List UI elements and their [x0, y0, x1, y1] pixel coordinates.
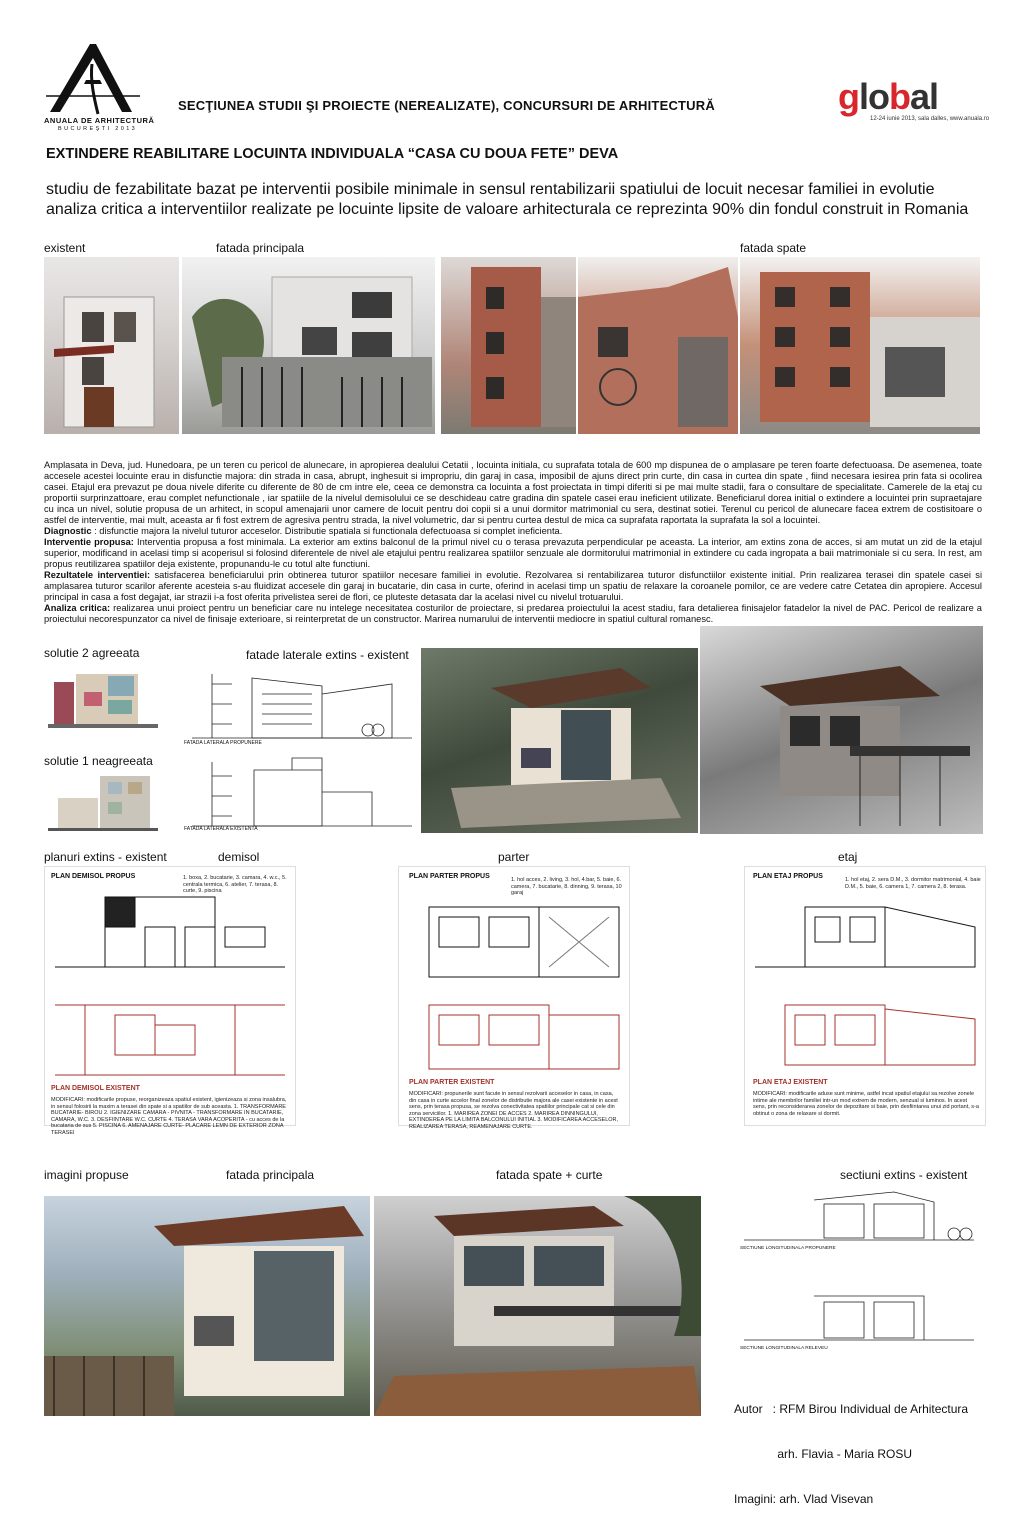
plan-demisol-existent-title: PLAN DEMISOL EXISTENT [51, 1085, 140, 1092]
label-fatade-laterale: fatade laterale extins - existent [246, 648, 409, 662]
fatada-laterala-existenta [172, 752, 417, 836]
subtitle-line-2: analiza critica a interventiilor realizate pe locuinte lipsite de valoare arhitecturala ce reprezinta 90% din fondul construit in Romania [46, 201, 969, 218]
plan-demisol-propus-title: PLAN DEMISOL PROPUS [51, 873, 136, 880]
label-imagini-propuse: imagini propuse [44, 1168, 129, 1182]
label-demisol: demisol [218, 850, 260, 864]
sectiuni-drawings [734, 1190, 984, 1370]
plan-parter [398, 866, 630, 1130]
analiza-text: realizarea unui proiect pentru un beneficiar care nu intelege necesitatea costurilor de proiectare, si predarea proiectului la acest stadiu, fara detalierea finisajelor fatadelor la nivel de PAC. Pericol de realizare a proiectului necorespunzator ca nivel de finisaje exterioare, si reinterpretat de un constructor. Marirea numarului de interventii mediocre in spatiul cultural romanesc. [44, 603, 982, 624]
credits-author: Autor : RFM Birou Individual de Arhitectura [734, 1402, 969, 1416]
label-planuri: planuri extins - existent [44, 850, 167, 864]
rezultate-text: satisfacerea beneficiarului prin obtinerea tuturor spatiilor necesare familiei in evolutie. Rezolvarea si rentabilizarea tuturor disfunctiilor existente initial. Prin realizarea terasei din spatele casei si amplasarea tuturor scarilor aferente acesteia s-au fluidizat accesele din garaj in bucatarie, din casa in curte, oferind in acelasi timp un spatiu de relaxare la coroanele pomilor, ce are vedere catre Cetatea din apropiere. Accesul principal in casa a fost degajat, iar strazii i-a fost oferita privelistea serei de flori, ce pluteste detasata dar la acelasi nivel cu nivelul trotuarului. [44, 570, 983, 602]
diagnostic-label: Diagnostic [44, 526, 92, 536]
photo-fatada-spate-3 [740, 257, 980, 434]
interventie-text: Interventia propusa a fost minimala. La exterior am extins balconul de la primul nivel cu o terasa prevazuta perpendicular pe aceasta. La interior, am extins zona de acces, si am mutat un zid de la etajul superior, modificand in acelasi timp si acoperisul si folosind diferentele de nivel ale etajului pentru realizarea spatiilor senzuale ale dormitorului matrimonial in extindere cu cada ingropata a baii matrimoniale si cu sera. In rest, am propus reutilizarea spatiilor deja existente, propunandu-le cu totul alte functiuni. [44, 537, 982, 569]
credits [734, 1372, 968, 1522]
solutie-1-render [48, 772, 158, 832]
label-existent: existent [44, 241, 86, 255]
plan-demisol-notes: MODIFICARI: modificarile propuse, reorganizeaza spatiul existent, igienizeaza si zona insalubra, in sensul folosirii la maxim a terasei din spate si a spatiilor de sub aceasta. 1. TRANSFORMARE BUCATARIE- BIROU 2. IGIENIZARE CAMARA - PIVNITA - TRANSFORMARE IN BUCATARIE, CAMARA, W.C. 3. DESFIINTARE W.C. CURTE 4. TERASA VARA ACOPERITA - cu acces de la bucataria de sus 5. PISCINA 6. AMENAJARE CURTE- PLACARE LEMN DE EXTERIOR ZONA TERASEI [51, 1097, 287, 1136]
interventie-label: Interventie propusa: [44, 537, 134, 547]
anuala-logo-text: ANUALA DE ARHITECTURĂ [44, 116, 155, 125]
diagnostic-paragraph [44, 526, 982, 537]
label-fatada-spate: fatada spate [740, 241, 807, 255]
lat-exist-caption: FATADA LATERALA EXISTENTA [184, 826, 258, 832]
rezultate-paragraph [44, 570, 982, 603]
page-title: EXTINDERE REABILITARE LOCUINTA INDIVIDUALA “CASA CU DOUA FETE” DEVA [46, 146, 619, 162]
plan-demisol-legend: 1. boxa, 2. bucatarie, 3. camara, 4. w.c., 5. centrala termica, 6. atelier, 7. terasa, 8. curte, 9. piscina [183, 875, 287, 894]
global-logo-word: global [838, 76, 939, 117]
render-fatada-spate-curte [374, 1196, 701, 1416]
plan-parter-propus-title: PLAN PARTER PROPUS [409, 873, 490, 880]
label-solutie-1: solutie 1 neagreeata [44, 754, 153, 768]
plan-etaj-legend: 1. hol etaj, 2. sera D.M., 3. dormitor matrimonial, 4. baie D.M., 5. baie, 6. camera 1, 7. camera 2, 8. terasa. [845, 877, 981, 890]
fatada-laterala-propunere [172, 664, 417, 748]
analiza-paragraph [44, 603, 982, 625]
label-solutie-2: solutie 2 agreeata [44, 646, 140, 660]
photo-fatada-spate-2 [578, 257, 738, 434]
diagnostic-text: : disfunctie majora la nivelul tuturor acceselor. Distributie spatiala si functionala defectuoasa si complet ineficienta. [91, 526, 563, 536]
label-sectiuni: sectiuni extins - existent [840, 1168, 968, 1182]
label-fatada-principala: fatada principala [216, 241, 305, 255]
section-header: SECŢIUNEA STUDII ŞI PROIECTE (NEREALIZATE), CONCURSURI DE ARHITECTURĂ [178, 98, 715, 113]
plan-parter-existent-title: PLAN PARTER EXISTENT [409, 1079, 495, 1086]
description-text [44, 460, 982, 625]
plan-parter-notes: MODIFICARI: propunerile sunt facute in sensul rezolvarii acceselor in casa, in casa, din casa in curte accelor final zonelor de distributie majora ale casei existente in acest sens, prin terasa propusa, se rezolva conectivitatea spatiilor principale cat si cele din zona serviciilor. 1. MARIREA ZONEI DE ACCES 2. MARIREA DINNINGULUI, EXTINDEREA PE LA LIMITA BALCONULUI INITIAL 3. MODIFICAREA ACCESELOR, REALIZAREA TERASA, REAMENAJARE CURTE. [409, 1091, 619, 1130]
plan-parter-legend: 1. hol acces, 2. living, 3. hol, 4.bar, 5. baie, 6. camera, 7. bucatarie, 8. dinning, 9. terasa, 10 garaj [511, 877, 622, 896]
sect-prop-caption: SECTIUNE LONGITUDINALA PROPUNERE [740, 1246, 836, 1251]
render-3d-front [421, 648, 698, 833]
label-parter: parter [498, 850, 530, 864]
interventie-paragraph [44, 537, 982, 570]
plan-etaj-propus-title: PLAN ETAJ PROPUS [753, 873, 823, 880]
anuala-logo [40, 40, 155, 140]
subtitle [46, 180, 968, 220]
global-logo-sub: 12-24 iunie 2013, sala dalles, www.anuala.ro [870, 116, 990, 122]
render-fatada-principala [44, 1196, 370, 1416]
plan-etaj [744, 866, 986, 1126]
plan-etaj-existent-title: PLAN ETAJ EXISTENT [753, 1079, 828, 1086]
label-fatada-principala-2: fatada principala [226, 1168, 315, 1182]
solutie-2-render [48, 668, 158, 738]
rezultate-label: Rezultatele interventiei: [44, 570, 151, 580]
photo-existent-facade [44, 257, 179, 434]
credits-images: Imagini: arh. Vlad Visevan [734, 1492, 874, 1506]
subtitle-line-1: studiu de fezabilitate bazat pe interventii posibile minimale in sensul rentabilizarii spatiului de locuit necesar familiei in evolutie [46, 181, 935, 198]
plan-etaj-notes: MODIFICARI: modificarile aduse sunt minime, astfel incat spatiul etajului sa rezolve zonele intime ale membrilor familiei intr-un mod extrem de modern, senzual si luminos. In acest sens, prin reconsiderarea zonelor de depozitare si baie, prin desfiintarea unui zid portant, s-a obtinut o zona de relaxare si dormit. [753, 1091, 979, 1117]
photo-fatada-principala [182, 257, 435, 434]
plan-demisol [44, 866, 296, 1136]
analiza-label: Analiza critica: [44, 603, 111, 613]
lat-prop-caption: FATADA LATERALA PROPUNERE [184, 740, 262, 746]
label-etaj: etaj [838, 850, 858, 864]
credits-architect: arh. Flavia - Maria ROSU [734, 1447, 913, 1461]
description-p1: Amplasata in Deva, jud. Hunedoara, pe un teren cu pericol de alunecare, in apropierea dealului Cetatii , locuinta initiala, cu suprafata totala de 600 mp dispunea de o amplasare pe teren foarte defectuoasa. De asemenea, toate accesele acestei locuinte erau in disfunctie majora: din strada in casa, abrupt, inghesuit si impropriu, din garaj in casa, imposibil de ajuns direct prin curte, din casa in curtea din spate , fiind necesara iesirea prin fata si ocolirea casei. Etajul era prevazut pe doua nivele diferite cu diferente de 80 de cm intre ele, ceea ce demonstra ca locuinta a fost proiectata in timpi diferiti si pe mai multe stadii, fara o consultare de specialitate. Camerele de la etaj cu proportii surprinzattoare, erau complet nefunctionale , iar spatiile de la nivelul demisolului ce se deschideau catre gradina din spatele casei erau ineficient utilizate. Beneficiarul dorea initial o extindere a locuintei prin supraetajare cu inca un nivel, solutie propusa de un arhitect, in scopul amenajarii unor camere de locuit pentru doi copii si a unui dormitor matrimonial cu sera, destinat sotiei. Terenul cu pericol de alunecare facea extrem de costisitoare o astfel de interventie, mai mult, aceasta ar fi fost extrem de agresiva pentru strada, la nivel volumetric, dar si pentru curtea destul de mica ca suprafata raportata la suprafata la sol a locuintei. [44, 460, 982, 525]
photo-fatada-spate-1 [441, 257, 576, 434]
anuala-a-mark-icon [40, 40, 150, 118]
global-logo [838, 76, 988, 126]
label-fatada-spate-curte: fatada spate + curte [496, 1168, 603, 1182]
render-3d-back [700, 626, 983, 834]
anuala-logo-city: BUCUREŞTI 2013 [58, 126, 138, 132]
sect-exist-caption: SECTIUNE LONGITUDINALA RELEVEU [740, 1346, 828, 1351]
